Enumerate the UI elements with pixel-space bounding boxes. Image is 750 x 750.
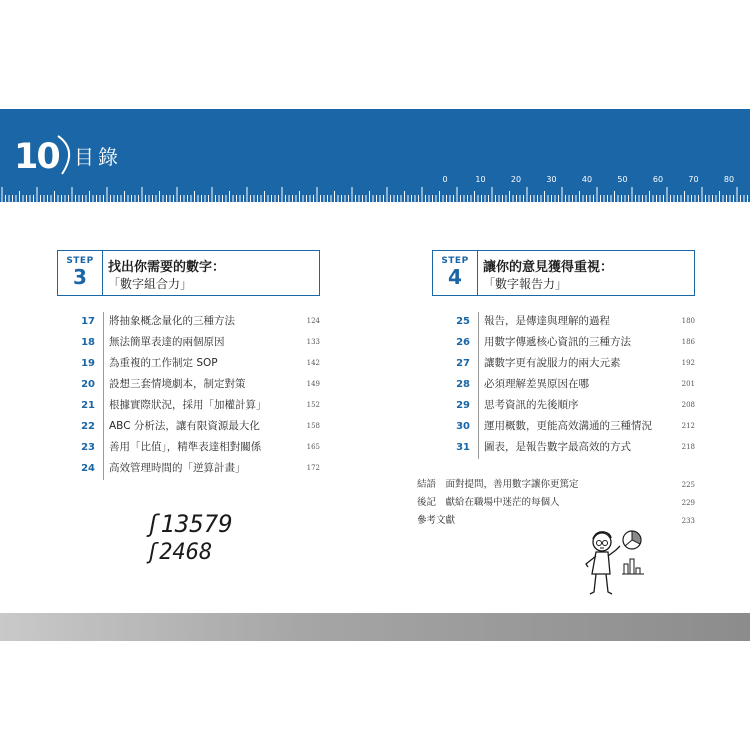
ruler-label: 10 (475, 175, 486, 184)
toc-item[interactable] (440, 353, 695, 374)
chapter-title: 高效管理時間的「逆算計畫」 (109, 462, 246, 474)
page-number: 152 (306, 401, 320, 409)
page-number: 165 (306, 443, 320, 451)
toc-item[interactable] (65, 437, 320, 458)
chapter-number: 18 (81, 337, 95, 348)
page-number: 201 (681, 380, 695, 388)
step-3-header (57, 250, 320, 296)
toc-extras-list (417, 476, 695, 530)
chapter-title: 無法簡單表達的兩個原因 (109, 336, 225, 348)
chapter-title: 思考資訊的先後順序 (484, 399, 579, 411)
page-number: 172 (306, 464, 320, 472)
chapter-title: 為重複的工作制定 SOP (109, 357, 218, 369)
chapter-title: 用數字傳遞核心資訊的三種方法 (484, 336, 631, 348)
step-4-header (432, 250, 695, 296)
chapter-number: 31 (456, 442, 470, 453)
toc-item[interactable] (65, 332, 320, 353)
ruler-label: 40 (581, 175, 593, 184)
chapter-number: 27 (456, 358, 470, 369)
step-title: 讓你的意見獲得重視： (483, 260, 614, 275)
toc-list-step-4 (440, 311, 695, 458)
step-subtitle: 「數字組合力」 (108, 277, 193, 291)
chapter-title: 報告，是傳達與理解的過程 (484, 315, 610, 327)
page-number: 225 (681, 481, 695, 489)
step-subtitle: 「數字報告力」 (483, 277, 568, 291)
presenter-illustration (580, 526, 650, 600)
toc-item[interactable] (440, 332, 695, 353)
page-number: 180 (681, 317, 695, 325)
toc-item[interactable] (65, 374, 320, 395)
chapter-title: ABC 分析法，讓有限資源最大化 (109, 420, 260, 432)
toc-item[interactable] (440, 374, 695, 395)
page-number: 133 (306, 338, 320, 346)
page-number: 233 (681, 517, 695, 525)
toc-item[interactable] (65, 416, 320, 437)
toc-item[interactable] (65, 458, 320, 479)
ruler-decoration (0, 170, 750, 202)
toc-item[interactable] (440, 416, 695, 437)
extra-title: 結語 面對提問，善用數字讓你更篤定 (417, 479, 579, 490)
step-tag (433, 251, 478, 295)
chapter-title: 讓數字更有說服力的兩大元素 (484, 357, 621, 369)
step-label: STEP (66, 256, 94, 266)
toc-extra-item[interactable] (417, 512, 695, 530)
chapter-title: 善用「比值」，精準表達相對關係 (109, 441, 262, 453)
toc-extra-item[interactable] (417, 476, 695, 494)
chapter-number: 30 (456, 421, 470, 432)
toc-item[interactable] (440, 437, 695, 458)
page-number: 208 (681, 401, 695, 409)
chapter-title: 必須理解差異原因在哪 (484, 378, 589, 390)
book-number-logo: 10 (14, 137, 59, 177)
chapter-title: 圖表，是報告數字最高效的方式 (484, 441, 631, 453)
chapter-number: 23 (81, 442, 95, 453)
extra-title: 後記 獻給在職場中迷茫的每個人 (417, 497, 560, 508)
page-number: 229 (681, 499, 695, 507)
step-number: 4 (448, 265, 462, 289)
step-label: STEP (441, 256, 469, 266)
chapter-title: 運用概數，更能高效溝通的三種情況 (484, 420, 652, 432)
page-number: 218 (681, 443, 695, 451)
chapter-number: 29 (456, 400, 470, 411)
chapter-number: 28 (456, 379, 470, 390)
toc-item[interactable] (65, 353, 320, 374)
chapter-title: 設想三套情境劇本，制定對策 (109, 378, 246, 390)
hand-bracket-icon: ʃ (146, 510, 161, 538)
chapter-title: 將抽象概念量化的三種方法 (109, 315, 235, 327)
ruler-label: 80 (723, 175, 735, 184)
toc-item[interactable] (65, 311, 320, 332)
step-number: 3 (73, 265, 87, 289)
toc-item[interactable] (440, 311, 695, 332)
ruler-label: 20 (510, 175, 522, 184)
chapter-number: 22 (81, 421, 95, 432)
toc-extra-item[interactable] (417, 494, 695, 512)
chapter-number: 25 (456, 316, 470, 327)
chapter-number: 20 (81, 379, 95, 390)
page-number: 212 (681, 422, 695, 430)
ruler-label: 60 (652, 175, 664, 184)
handwritten-even-numbers (146, 542, 212, 564)
page-number: 186 (681, 338, 695, 346)
chapter-number: 19 (81, 358, 95, 369)
page-number: 142 (306, 359, 320, 367)
handwritten-line-1: 13579 (160, 510, 233, 538)
handwritten-line-2: 2468 (159, 540, 213, 565)
ruler-label: 50 (617, 175, 628, 184)
chapter-number: 21 (81, 400, 95, 411)
page-number: 124 (306, 317, 320, 325)
footer-band (0, 613, 750, 641)
ruler-label: 0 (442, 175, 448, 184)
extra-title: 參考文獻 (417, 515, 456, 526)
page-title: 目錄 (74, 145, 122, 169)
page-number: 149 (306, 380, 320, 388)
page-number: 192 (681, 359, 695, 367)
chapter-number: 24 (81, 463, 95, 474)
toc-list-step-3 (65, 311, 320, 479)
hand-bracket-icon: ʃ (146, 540, 160, 565)
toc-item[interactable] (65, 395, 320, 416)
chapter-number: 17 (81, 316, 95, 327)
toc-item[interactable] (440, 395, 695, 416)
step-title: 找出你需要的數字： (108, 260, 226, 275)
chapter-title: 根據實際狀況，採用「加權計算」 (109, 399, 267, 411)
ruler-label: 30 (546, 175, 557, 184)
handwritten-odd-numbers (146, 512, 233, 536)
step-tag (58, 251, 103, 295)
page-number: 158 (306, 422, 320, 430)
ruler-label: 70 (688, 175, 699, 184)
chapter-number: 26 (456, 337, 470, 348)
